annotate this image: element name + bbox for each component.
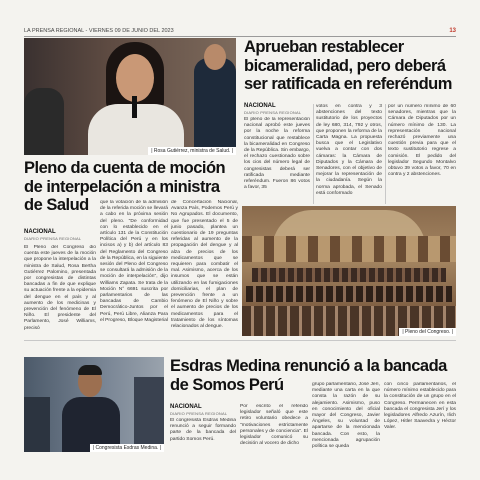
background-figure-left [24, 88, 64, 155]
congress-photo-caption: | Pleno del Congreso. | [399, 328, 456, 336]
censure-column-2: que la votación de la admisión de la referida moción se llevará a cabo en la próxima sesión del pleno. "De conformidad con lo establecido en el artículo 131 de la Constitución Política del Perú y en los incisos a) y b) del artículo 83 del Reglamento del Congreso de la República, en la siguiente sesión del Pleno del Congreso se consultará la admisión de la moción de interpelación", dijo Williams Zapata. Se trata de la Moción N° 6691 suscrita por parlamentarios de las bancadas de Cambio Democrático-Juntos por el Perú, Perú Libre, Alianza Para el Progreso, Bloque Magisterial [100, 200, 168, 323]
renuncia-column-3: grupo parlamentario, José Jerí, mediante una carta en la que consta la razón de su alejamiento. Asimismo, puso en conocimiento del oficial mayor del Congreso, Javier Ángeles, su voluntad de apartarse de la mencionada bancada. Con esto, la mencionada agrupación política se queda [312, 382, 380, 450]
esdras-photo-caption: | Congresista Esdras Medina. | [90, 444, 164, 452]
page-header [24, 26, 456, 36]
referendum-section-label: NACIONAL [244, 103, 276, 109]
header-rule [24, 36, 456, 37]
column-divider [313, 104, 314, 204]
seats-row [246, 286, 452, 302]
renuncia-column-1: El congresista Esdras Medina renunció a seguir formando parte de la bancada del partido Somos Perú. [170, 418, 236, 442]
seats-row [252, 268, 446, 282]
background-figure-right [134, 377, 164, 452]
minister-photo [24, 38, 236, 155]
renuncia-column-2: Por escrito el referido legislador señaló que este retiro voluntario obedece a "motivaciones estrictamente personales y de conciencia". El legislador comunicó su decisión al vocero de dicho [240, 404, 308, 447]
renuncia-section-label: NACIONAL [170, 404, 202, 410]
congress-photo [242, 206, 456, 336]
referendum-column-3: por un número mínimo de 60 senadores, mientras que la Cámara de Diputados por un número mínimo de 130. La representación nacional rechazó previamente una cuestión previa para que el texto sustitutorio regrese a comisión. El pedido del legislador Segundo Montalvo obtuvo 39 votos a favor, 70 en contra y 2 abstenciones. [388, 104, 456, 178]
minister-face [116, 54, 154, 102]
renuncia-headline: Esdras Medina renunció a la bancada de Somos Perú [170, 357, 447, 394]
referendum-byline: DIARIO PRENSA REGIONAL [244, 110, 302, 115]
masthead-date: LA PRENSA REGIONAL - VIERNES 09 DE JUNIO DEL 2023 [24, 28, 174, 34]
censure-column-1: El Pleno del Congreso dio cuenta este jueves de la moción que propone la interpelación a la ministra de Salud, Rosa Bertha Gutiérrez Palomino, presentada por congresistas de distintas bancadas a fin de que explique su actuación frente a la epidemia del dengue en el país y al aumento de los medicinas y prevención del fenómeno de El Niño. El presidente del Parlamento, José Williams, precisó [24, 245, 96, 331]
hall-windows [242, 236, 456, 262]
minister-photo-caption: | Rosa Gutiérrez, ministra de Salud. | [148, 147, 236, 155]
background-figure-right [194, 58, 236, 155]
esdras-photo [24, 357, 164, 452]
censure-byline: DIARIO PRENSA REGIONAL [24, 236, 82, 241]
referendum-column-2: votos en contra y 3 abstenciones del texto sustitutorio de los proyectos de ley 680, 314, 792 y otros, que proponen la reforma de la Carta Magna. La propuesta busca que el Legislativo vuelva a contar con dos cámaras: la Cámara de Diputados y la Cámara de Senadores, con el objetivo de mejorar la representación de la ciudadanía. Según la norma aprobada, el Senado está conformado [316, 104, 382, 196]
censure-section-label: NACIONAL [24, 229, 56, 235]
renuncia-byline: DIARIO PRENSA REGIONAL [170, 411, 228, 416]
page-number: 13 [449, 28, 456, 34]
column-divider [385, 104, 386, 204]
background-figure [24, 397, 50, 452]
referendum-column-1: El pleno de la representación nacional aprobó este jueves por la noche la reforma constitucional que restablece la bicameralidad en Congreso de la República. Sin embargo, el rechazo cuestionado sobre los cios del número legal de congresistas deberá ser ratificada mediante referéndum. Fueron 86 votos a favor, 35 [244, 117, 310, 191]
censure-headline: Pleno da cuenta de moción de interpelación a ministra de Salud [24, 159, 226, 214]
microphone [132, 96, 137, 118]
censure-column-3: de Concertación Nacional, Avanza País, Podemos Perú y No Agrupados. El documento, que fue presentado el 5 de junio pasado, plantea un cuestionario de 19 preguntas referidas al aumento de la propagación del dengue y al alza de precios de los medicamentos que se requieren para combatir el mal. Asimismo, acerca de los insumos que se están utilizando en las fumigaciones domiciliarias, el plan de prevención frente a un fenómeno de El Niño y sobre el aumento de precios de los medicamentos para el tratamiento de los síntomas relacionados al dengue. [171, 200, 238, 330]
renuncia-column-4: con cinco parlamentarios, el número mínimo establecido para la constitución de un grupo en el Congreso. Permanecen en esta bancada el congresista Jerí y los legisladores Alfredo Azurín, Ilich López, Hitler Saavedra y Héctor Valer. [384, 382, 456, 431]
section-divider [24, 340, 456, 341]
esdras-hair [78, 365, 102, 375]
referendum-headline: Aprueban restablecer bicameralidad, pero deberá ser ratificada en referéndum [244, 38, 452, 93]
background-face-right [204, 44, 226, 70]
